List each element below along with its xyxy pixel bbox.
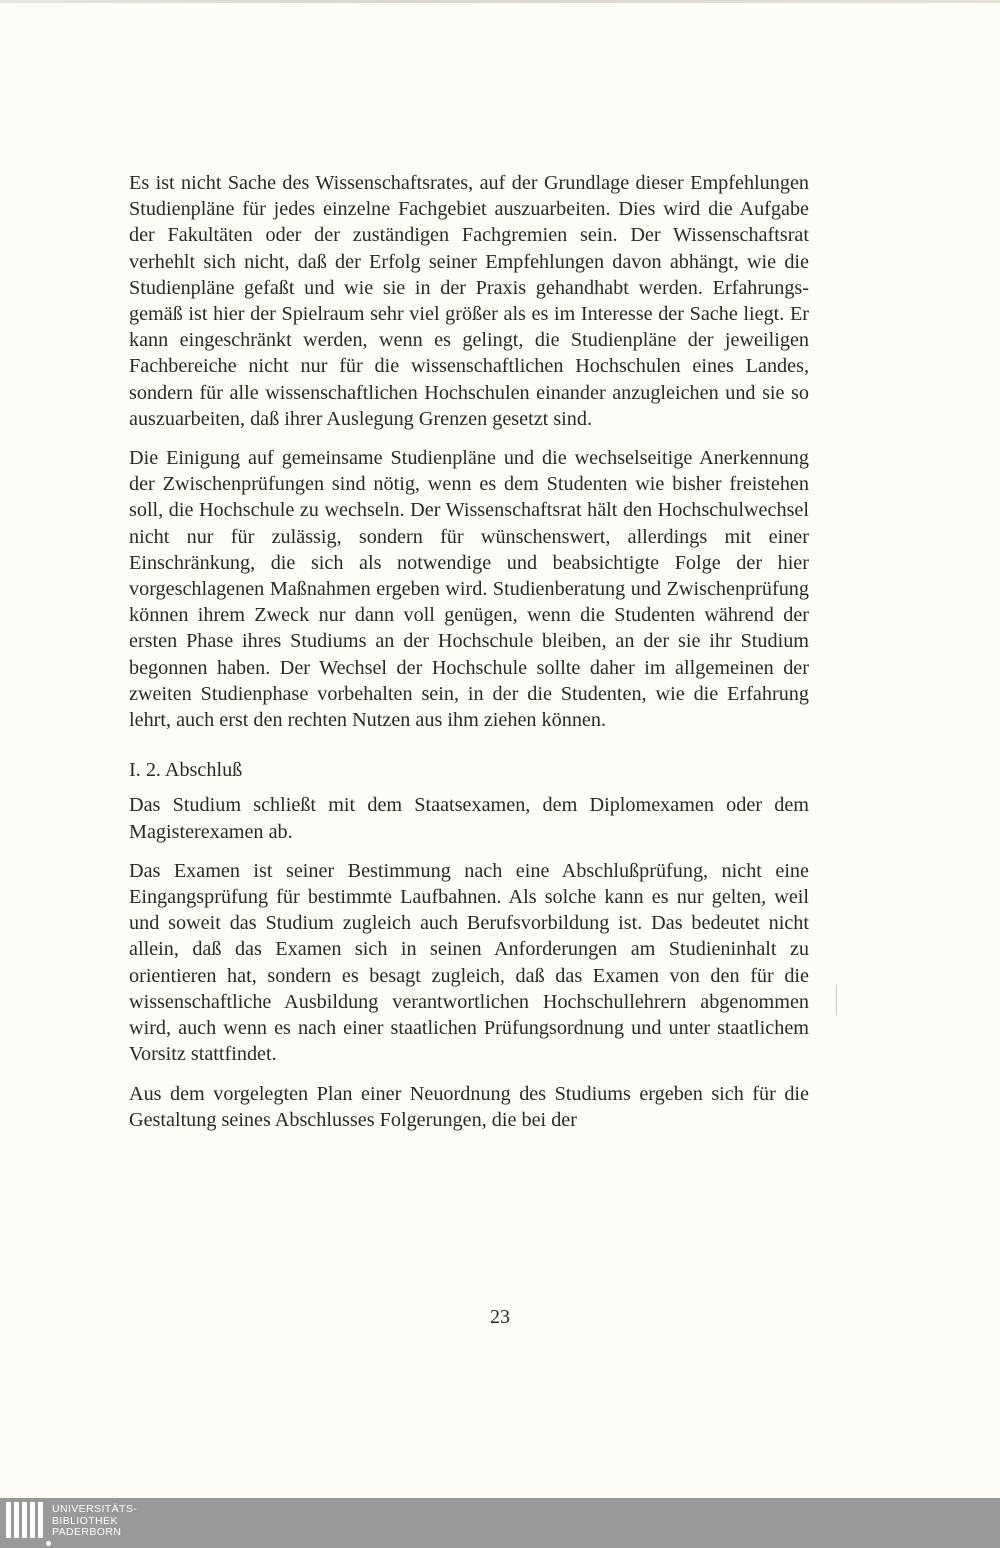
library-logo-icon <box>6 1502 48 1544</box>
library-logo-text <box>52 1504 137 1539</box>
logo-line-1: UNIVERSITÄTS- <box>52 1503 138 1515</box>
section-paragraph-3: Aus dem vorgelegten Plan einer Neuordnung des Studiums ergeben sich für die Gestaltung seines Abschlusses Folgerungen, die bei der <box>129 1082 809 1131</box>
paragraph-1: Es ist nicht Sache des Wissenschaftsrates, auf der Grundlage dieser Empfehlungen Studienpläne für jedes einzelne Fachgebiet auszuarbeiten. Dies wird die Aufgabe der Fakultäten oder der zuständigen Fachgremien sein. Der Wissenschaftsrat verhehlt sich nicht, daß der Erfolg seiner Empfehlungen davon abhängt, wie die Studienpläne gefaßt und wie sie in der Praxis gehandhabt werden. Erfahrungsgemäß ist hier der Spielraum sehr viel größer als es im Interesse der Sache liegt. Er kann eingeschränkt werden, wenn es gelingt, die Studienpläne der jeweiligen Fachbereiche nicht nur für die wissenschaftlichen Hochschulen eines Landes, sondern für alle wissenschaftlichen Hochschulen einander anzugleichen und sie so auszuarbeiten, daß ihrer Auslegung Grenzen gesetzt sind. <box>129 172 809 430</box>
section-heading: I. 2. Abschluß <box>129 759 243 782</box>
section-paragraph-1: Das Studium schließt mit dem Staatsexamen, dem Diplomexamen oder dem Magisterexamen ab. <box>129 794 809 843</box>
library-footer-bar <box>0 1498 1000 1548</box>
logo-line-3: PADERBORN <box>52 1526 122 1538</box>
paragraph-2: Die Einigung auf gemeinsame Studienpläne und die wechselseitige Anerkennung der Zwischenprüfungen sind nötig, wenn es dem Studenten wie bisher freistehen soll, die Hochschule zu wechseln. Der Wissenschaftsrat hält den Hochschulwechsel nicht nur für zulässig, sondern für wünschenswert, allerdings mit einer Einschränkung, die sich als notwendige und beabsichtigte Folge der hier vorgeschlagenen Maßnahmen ergeben wird. Studienberatung und Zwischenprüfung können ihrem Zweck nur dann voll genügen, wenn die Studenten während der ersten Phase ihres Studiums an der Hochschule bleiben, an der sie ihr Studium begonnen haben. Der Wechsel der Hochschule sollte daher im allgemeinen der zweiten Studienphase vorbehalten sein, in der die Studenten, wie die Erfahrung lehrt, auch erst den rechten Nutzen aus ihm ziehen können. <box>129 447 809 732</box>
logo-line-2: BIBLIOTHEK <box>52 1514 118 1527</box>
page-top-edge <box>0 0 1000 3</box>
margin-mark <box>836 985 837 1015</box>
section-paragraph-2: Das Examen ist seiner Bestimmung nach eine Abschlußprüfung, nicht eine Eingangsprüfung für bestimmte Laufbahnen. Als solche kann es nur gelten, weil und soweit das Studium zugleich auch Berufsvorbildung ist. Das bedeutet nicht allein, daß das Examen sich in seinen Anforderungen am Studieninhalt zu orientieren hat, sondern es besagt zugleich, daß das Examen von den für die wissenschaftliche Ausbildung verantwortlichen Hochschullehrern abgenommen wird, auch wenn es nach einer staatlichen Prüfungsordnung und unter staatlichem Vorsitz stattfindet. <box>129 859 809 1066</box>
page-number: 23 <box>490 1306 510 1328</box>
body-text <box>129 170 809 1146</box>
